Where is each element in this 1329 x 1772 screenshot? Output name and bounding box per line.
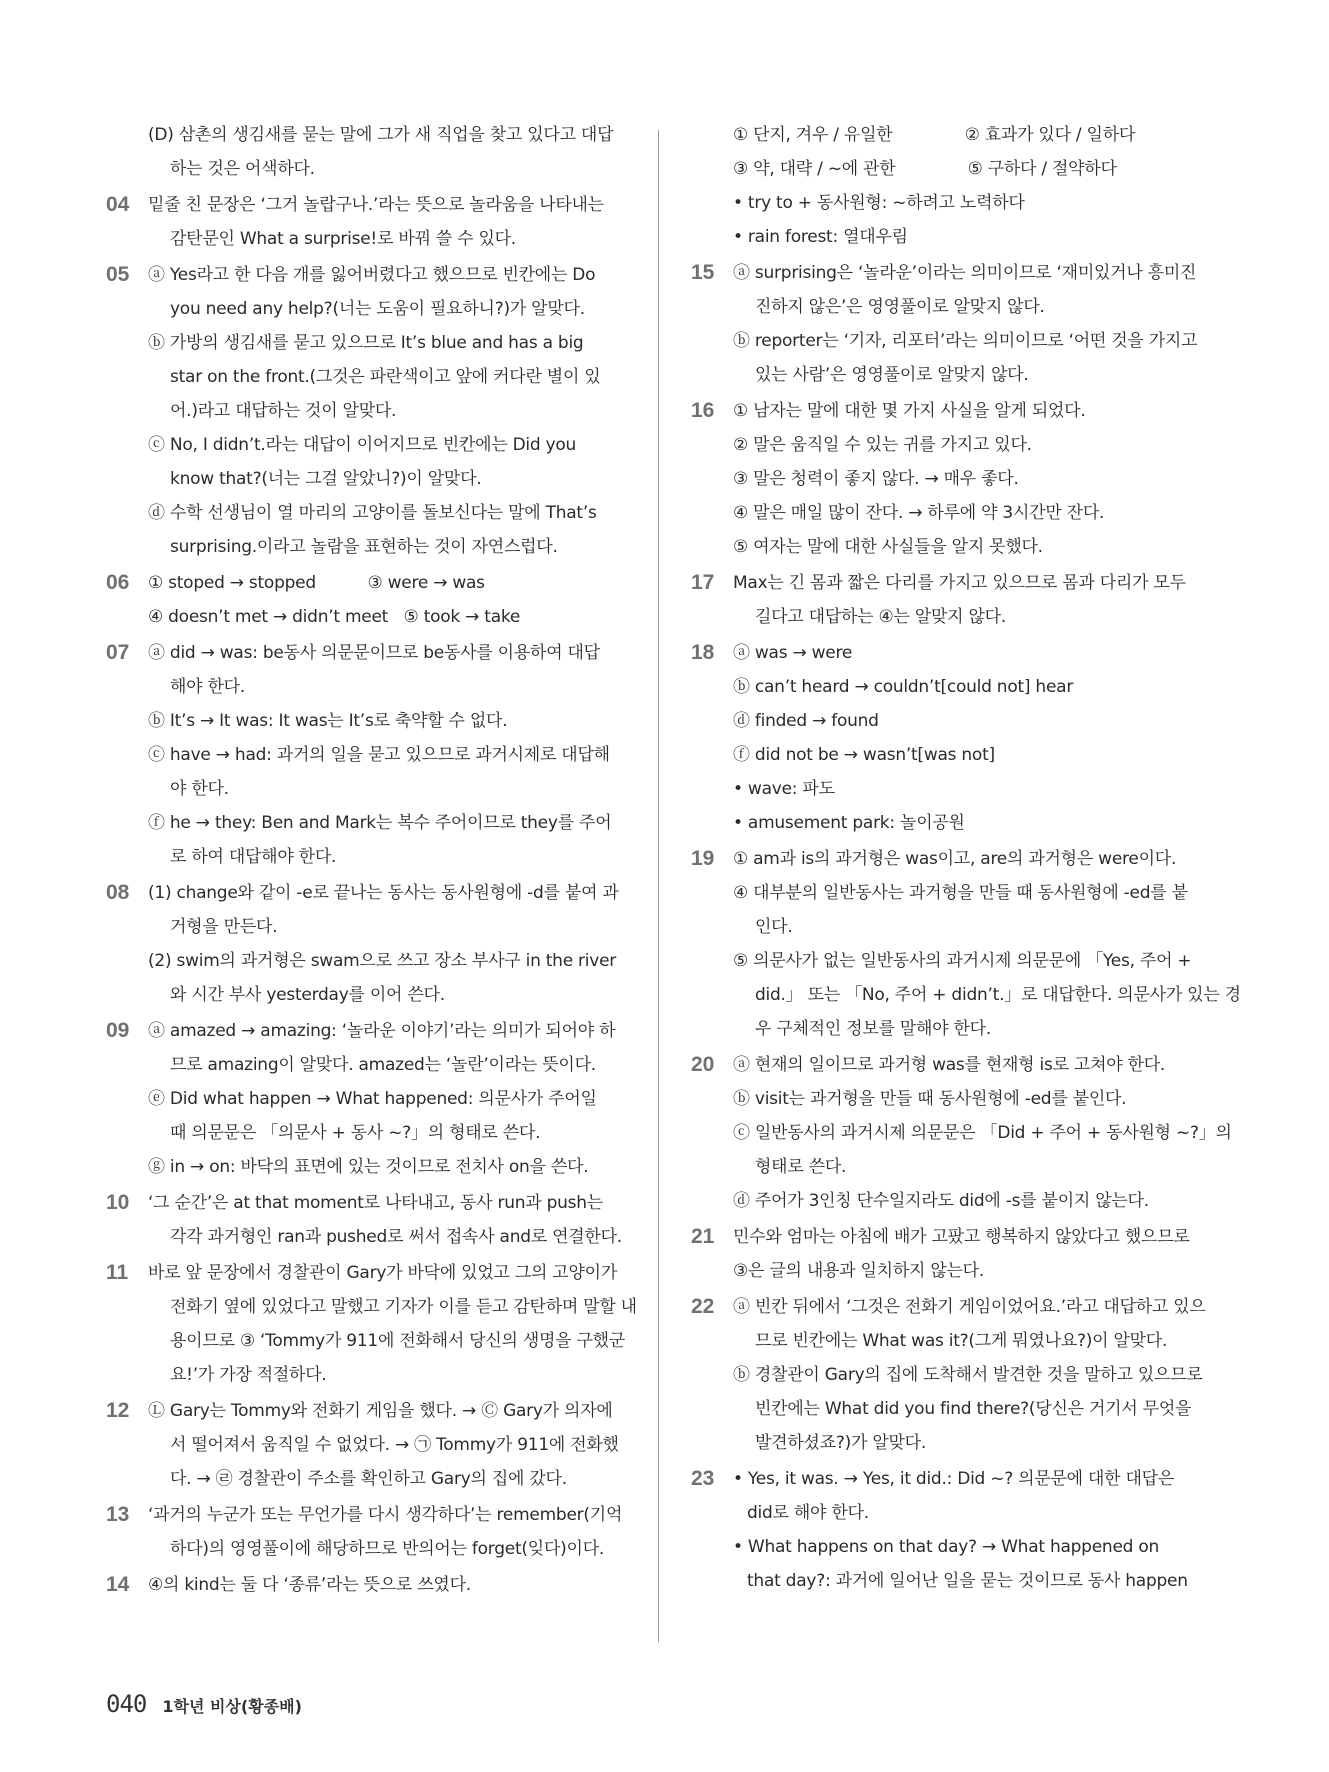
answer-line: ① 남자는 말에 대한 몇 가지 사실을 알게 되었다. bbox=[733, 401, 1086, 421]
answer-line: ④ 말은 매일 많이 잔다. → 하루에 약 3시간만 잔다. bbox=[733, 503, 1105, 523]
answer-number: 17 bbox=[691, 571, 715, 594]
answer-line: ⑤ 여자는 말에 대한 사실들을 알지 못했다. bbox=[733, 537, 1043, 557]
answer-line: • try to + 동사원형: ~하려고 노력하다 bbox=[733, 193, 1025, 213]
answer-line: ⓔ Did what happen → What happened: 의문사가 주어일 bbox=[148, 1089, 597, 1109]
answer-line: ⓐ amazed → amazing: ‘놀라운 이야기’라는 의미가 되어야 하 bbox=[148, 1021, 616, 1041]
answer-item bbox=[106, 1498, 630, 1566]
answer-number: 19 bbox=[691, 847, 715, 870]
answer-line: 바로 앞 문장에서 경찰관이 Gary가 바닥에 있었고 그의 고양이가 bbox=[148, 1263, 617, 1283]
answer-number: 16 bbox=[691, 399, 715, 422]
answer-line: 우 구체적인 정보를 말해야 한다. bbox=[755, 1019, 992, 1039]
answer-line: 형태로 쓴다. bbox=[755, 1157, 847, 1177]
answer-item bbox=[106, 636, 630, 874]
answer-line: 다. → ㉣ 경찰관이 주소를 확인하고 Gary의 집에 갔다. bbox=[170, 1469, 567, 1489]
answer-line: Max는 긴 몸과 짧은 다리를 가지고 있으므로 몸과 다리가 모두 bbox=[733, 573, 1186, 593]
answer-line: Ⓛ Gary는 Tommy와 전화기 게임을 했다. → Ⓒ Gary가 의자에 bbox=[148, 1401, 613, 1421]
answer-line: ① stoped → stopped ③ were → was bbox=[148, 573, 485, 593]
column-divider bbox=[658, 130, 659, 1642]
answer-item bbox=[106, 188, 630, 256]
answer-number: 05 bbox=[106, 263, 130, 286]
answer-number: 22 bbox=[691, 1295, 715, 1318]
answer-line: did.」 또는 「No, 주어 + didn’t.」로 대답한다. 의문사가 있는 경 bbox=[755, 985, 1241, 1005]
answer-line: ⓑ reporter는 ‘기자, 리포터’라는 의미이므로 ‘어떤 것을 가지고 bbox=[733, 331, 1198, 351]
answer-line: ① am과 is의 과거형은 was이고, are의 과거형은 were이다. bbox=[733, 849, 1177, 869]
answer-number: 07 bbox=[106, 641, 130, 664]
answer-number: 13 bbox=[106, 1503, 130, 1526]
answer-line: • rain forest: 열대우림 bbox=[733, 227, 908, 247]
answer-number: 09 bbox=[106, 1019, 130, 1042]
answer-line: ⓒ 일반동사의 과거시제 의문문은 「Did + 주어 + 동사원형 ~?」의 bbox=[733, 1123, 1232, 1143]
answer-line: ③ 말은 청력이 좋지 않다. → 매우 좋다. bbox=[733, 469, 1019, 489]
answer-line: • amusement park: 놀이공원 bbox=[733, 813, 965, 833]
answer-line: 므로 amazing이 알맞다. amazed는 ‘놀란’이라는 뜻이다. bbox=[170, 1055, 596, 1075]
answer-item bbox=[106, 1394, 630, 1496]
right-column bbox=[691, 118, 1241, 1600]
answer-line: know that?(너는 그걸 알았니?)이 알맞다. bbox=[170, 469, 482, 489]
answer-line: ⓑ can’t heard → couldn’t[could not] hear bbox=[733, 677, 1074, 697]
answer-line: 야 한다. bbox=[170, 779, 229, 799]
answer-line: ⓓ 수학 선생님이 열 마리의 고양이를 돌보신다는 말에 That’s bbox=[148, 503, 597, 523]
answer-line: ⓖ in → on: 바닥의 표면에 있는 것이므로 전치사 on을 쓴다. bbox=[148, 1157, 589, 1177]
answer-number: 12 bbox=[106, 1399, 130, 1422]
answer-line: ⓕ he → they: Ben and Mark는 복수 주어이므로 they를 주어 bbox=[148, 813, 612, 833]
answer-number: 18 bbox=[691, 641, 715, 664]
answer-item bbox=[691, 1220, 1211, 1288]
answer-item bbox=[106, 876, 630, 1012]
answer-line: • What happens on that day? → What happened on bbox=[733, 1537, 1160, 1557]
page-footer bbox=[106, 1690, 302, 1718]
answer-line: ④ 대부분의 일반동사는 과거형을 만들 때 동사원형에 -ed를 붙 bbox=[733, 883, 1188, 903]
answer-line: ⑤ 의문사가 없는 일반동사의 과거시제 의문문에 「Yes, 주어 + bbox=[733, 951, 1192, 971]
answer-item bbox=[106, 1256, 637, 1392]
answer-line: 감탄문인 What a surprise!로 바꿔 쓸 수 있다. bbox=[170, 229, 516, 249]
answer-line: surprising.이라고 놀람을 표현하는 것이 자연스럽다. bbox=[170, 537, 558, 557]
answer-line: 와 시간 부사 yesterday를 이어 쓴다. bbox=[170, 985, 445, 1005]
answer-line: 하는 것은 어색하다. bbox=[170, 159, 315, 179]
answer-line: ⓐ 빈칸 뒤에서 ‘그것은 전화기 게임이었어요.’라고 대답하고 있으 bbox=[733, 1297, 1206, 1317]
book-title: 1학년 비상(황종배) bbox=[162, 1697, 302, 1716]
answer-number: 04 bbox=[106, 193, 130, 216]
answer-item bbox=[106, 566, 630, 634]
answer-item bbox=[691, 394, 1211, 564]
answer-line: ⓐ did → was: be동사 의문문이므로 be동사를 이용하여 대답 bbox=[148, 643, 600, 663]
answer-item bbox=[691, 636, 1211, 840]
answer-line: ⓕ did not be → wasn’t[was not] bbox=[733, 745, 995, 765]
answer-line: (D) 삼촌의 생김새를 묻는 말에 그가 새 직업을 찾고 있다고 대답 bbox=[148, 125, 614, 145]
answer-line: ⓑ visit는 과거형을 만들 때 동사원형에 -ed를 붙인다. bbox=[733, 1089, 1127, 1109]
answer-line: 밑줄 친 문장은 ‘그거 놀랍구나.’라는 뜻으로 놀라움을 나타내는 bbox=[148, 195, 604, 215]
answer-line: 각각 과거형인 ran과 pushed로 써서 접속사 and로 연결한다. bbox=[170, 1227, 622, 1247]
answer-line: star on the front.(그것은 파란색이고 앞에 커다란 별이 있 bbox=[170, 367, 601, 387]
answer-number: 14 bbox=[106, 1573, 130, 1596]
answer-line: 발견하셨죠?)가 알맞다. bbox=[755, 1433, 927, 1453]
page-number: 040 bbox=[106, 1690, 147, 1718]
answer-line: ③은 글의 내용과 일치하지 않는다. bbox=[733, 1261, 984, 1281]
answer-line: (1) change와 같이 -e로 끝나는 동사는 동사원형에 -d를 붙여 과 bbox=[148, 883, 619, 903]
left-column bbox=[106, 118, 637, 1604]
answer-line: 인다. bbox=[755, 917, 793, 937]
answer-item bbox=[691, 566, 1211, 634]
answer-line: 진하지 않은’은 영영풀이로 알맞지 않다. bbox=[755, 297, 1045, 317]
answer-line: 있는 사람’은 영영풀이로 알맞지 않다. bbox=[755, 365, 1029, 385]
answer-line: • Yes, it was. → Yes, it did.: Did ~? 의문문에 대한 대답은 bbox=[733, 1469, 1175, 1489]
answer-number: 20 bbox=[691, 1053, 715, 1076]
answer-line: 전화기 옆에 있었다고 말했고 기자가 이를 듣고 감탄하며 말할 내 bbox=[170, 1297, 637, 1317]
answer-line: that day?: 과거에 일어난 일을 묻는 것이므로 동사 happen bbox=[747, 1571, 1188, 1591]
answer-line: ‘과거의 누군가 또는 무언가를 다시 생각하다’는 remember(기억 bbox=[148, 1505, 623, 1525]
answer-item bbox=[691, 1290, 1211, 1460]
answer-number: 21 bbox=[691, 1225, 715, 1248]
answer-line: ‘그 순간’은 at that moment로 나타내고, 동사 run과 push는 bbox=[148, 1193, 603, 1213]
answer-line: 용이므로 ③ ‘Tommy가 911에 전화해서 당신의 생명을 구했군 bbox=[170, 1331, 626, 1351]
answer-line: did로 해야 한다. bbox=[747, 1503, 869, 1523]
answer-number: 08 bbox=[106, 881, 130, 904]
answer-item bbox=[691, 256, 1211, 392]
answer-line: 서 떨어져서 움직일 수 없었다. → ㉠ Tommy가 911에 전화했 bbox=[170, 1435, 619, 1455]
answer-number: 06 bbox=[106, 571, 130, 594]
answer-line: 어.)라고 대답하는 것이 알맞다. bbox=[170, 401, 397, 421]
answer-line: 민수와 엄마는 아침에 배가 고팠고 행복하지 않았다고 했으므로 bbox=[733, 1227, 1190, 1247]
answer-item bbox=[106, 1568, 630, 1602]
answer-number: 11 bbox=[106, 1261, 129, 1284]
answer-line: ⓓ 주어가 3인칭 단수일지라도 did에 -s를 붙이지 않는다. bbox=[733, 1191, 1149, 1211]
answer-line: ⓑ It’s → It was: It was는 It’s로 축약할 수 없다. bbox=[148, 711, 508, 731]
answer-line: ⓓ finded → found bbox=[733, 711, 879, 731]
answer-line: 하다)의 영영풀이에 해당하므로 반의어는 forget(잊다)이다. bbox=[170, 1539, 605, 1559]
answer-line: ⓐ 현재의 일이므로 과거형 was를 현재형 is로 고쳐야 한다. bbox=[733, 1055, 1166, 1075]
answer-line: ⓐ was → were bbox=[733, 643, 853, 663]
answer-item bbox=[691, 1462, 1211, 1598]
answer-item bbox=[691, 118, 1211, 254]
answer-item bbox=[691, 1048, 1232, 1218]
answer-item bbox=[106, 118, 630, 186]
answer-line: 로 하여 대답해야 한다. bbox=[170, 847, 337, 867]
answer-item bbox=[691, 842, 1241, 1046]
answer-number: 15 bbox=[691, 261, 715, 284]
answer-line: ⓐ surprising은 ‘놀라운’이라는 의미이므로 ‘재미있거나 흥미진 bbox=[733, 263, 1197, 283]
answer-number: 23 bbox=[691, 1467, 715, 1490]
answer-line: ⓒ have → had: 과거의 일을 묻고 있으므로 과거시제로 대답해 bbox=[148, 745, 610, 765]
answer-line: ④ doesn’t met → didn’t meet ⑤ took → take bbox=[148, 607, 521, 627]
answer-line: 므로 빈칸에는 What was it?(그게 뭐였나요?)이 알맞다. bbox=[755, 1331, 1168, 1351]
answer-line: 거형을 만든다. bbox=[170, 917, 278, 937]
answer-number: 10 bbox=[106, 1191, 130, 1214]
answer-line: ② 말은 움직일 수 있는 귀를 가지고 있다. bbox=[733, 435, 1032, 455]
answer-item bbox=[106, 258, 630, 564]
answer-line: (2) swim의 과거형은 swam으로 쓰고 장소 부사구 in the river bbox=[148, 951, 617, 971]
answer-line: 길다고 대답하는 ④는 알맞지 않다. bbox=[755, 607, 1006, 627]
answer-line: ③ 약, 대략 / ~에 관한 ⑤ 구하다 / 절약하다 bbox=[733, 159, 1117, 179]
answer-line: 해야 한다. bbox=[170, 677, 245, 697]
answer-line: ⓑ 경찰관이 Gary의 집에 도착해서 발견한 것을 말하고 있으므로 bbox=[733, 1365, 1203, 1385]
answer-line: ⓑ 가방의 생김새를 묻고 있으므로 It’s blue and has a big bbox=[148, 333, 584, 353]
answer-line: ⓐ Yes라고 한 다음 개를 잃어버렸다고 했으므로 빈칸에는 Do bbox=[148, 265, 596, 285]
answer-line: • wave: 파도 bbox=[733, 779, 835, 799]
answer-line: ① 단지, 겨우 / 유일한 ② 효과가 있다 / 일하다 bbox=[733, 125, 1136, 145]
answer-line: 요!’가 가장 적절하다. bbox=[170, 1365, 327, 1385]
answer-item bbox=[106, 1014, 630, 1184]
answer-line: ⓒ No, I didn’t.라는 대답이 이어지므로 빈칸에는 Did you bbox=[148, 435, 577, 455]
answer-line: ④의 kind는 둘 다 ‘종류’라는 뜻으로 쓰였다. bbox=[148, 1575, 471, 1595]
answer-line: you need any help?(너는 도움이 필요하니?)가 알맞다. bbox=[170, 299, 585, 319]
answer-line: 때 의문문은 「의문사 + 동사 ~?」의 형태로 쓴다. bbox=[170, 1123, 541, 1143]
answer-line: 빈칸에는 What did you find there?(당신은 거기서 무엇을 bbox=[755, 1399, 1192, 1419]
answer-item bbox=[106, 1186, 630, 1254]
